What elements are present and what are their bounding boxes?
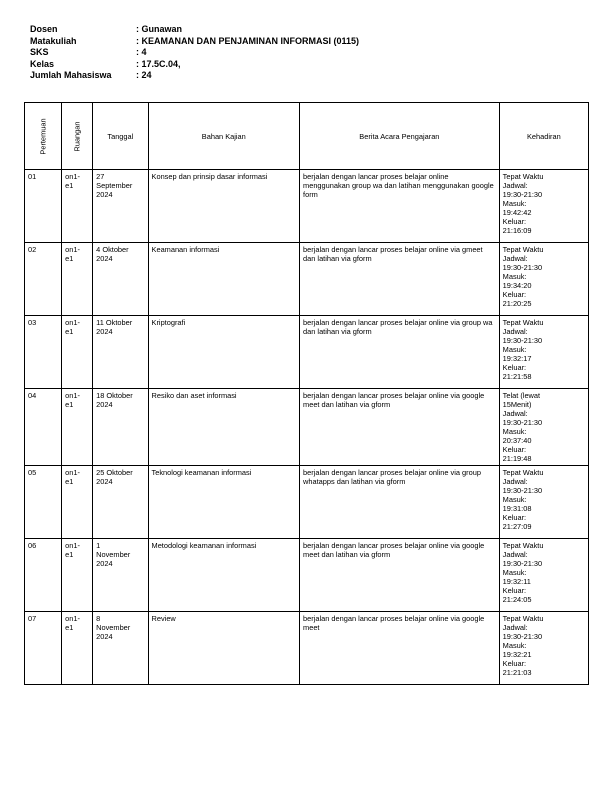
info-row-dosen — [30, 24, 359, 36]
pertemuan-cell: 01 — [25, 170, 62, 243]
tanggal-cell: 11 Oktober 2024 — [93, 316, 148, 389]
dosen-value: : Gunawan — [136, 24, 183, 34]
berita-acara-cell: berjalan dengan lancar proses belajar online menggunakan group wa dan latihan menggunakan google form — [300, 170, 500, 243]
bahan-kajian-cell: Metodologi keamanan informasi — [148, 539, 300, 612]
ruangan-cell: on1- e1 — [62, 466, 93, 539]
jumlah-label: Jumlah Mahasiswa — [30, 70, 112, 80]
ruangan-cell: on1- e1 — [62, 170, 93, 243]
matakuliah-label: Matakuliah — [30, 35, 77, 46]
berita-acara-cell: berjalan dengan lancar proses belajar online via google meet — [300, 612, 500, 685]
header-tanggal: Tanggal — [93, 103, 148, 170]
tanggal-cell: 4 Oktober 2024 — [93, 243, 148, 316]
table-body — [25, 170, 589, 685]
header-berita-acara: Berita Acara Pengajaran — [300, 103, 500, 170]
berita-acara-cell: berjalan dengan lancar proses belajar online via google meet dan latihan via gform — [300, 389, 500, 466]
ruangan-cell: on1- e1 — [62, 316, 93, 389]
pertemuan-cell: 07 — [25, 612, 62, 685]
berita-acara-cell: berjalan dengan lancar proses belajar online via google meet dan latihan via gform — [300, 539, 500, 612]
kehadiran-cell: Telat (lewat 15Menit) Jadwal: 19:30-21:30 Masuk: 20:37:40 Keluar: 21:19:48 — [499, 389, 588, 466]
pertemuan-cell: 04 — [25, 389, 62, 466]
table-row — [25, 316, 589, 389]
kehadiran-cell: Tepat Waktu Jadwal: 19:30-21:30 Masuk: 19:32:21 Keluar: 21:21:03 — [499, 612, 588, 685]
kehadiran-cell: Tepat Waktu Jadwal: 19:30-21:30 Masuk: 19:42:42 Keluar: 21:16:09 — [499, 170, 588, 243]
tanggal-cell: 1 November 2024 — [93, 539, 148, 612]
tanggal-cell: 8 November 2024 — [93, 612, 148, 685]
berita-acara-cell: berjalan dengan lancar proses belajar online via group wa dan latihan via gform — [300, 316, 500, 389]
kehadiran-cell: Tepat Waktu Jadwal: 19:30-21:30 Masuk: 19:32:11 Keluar: 21:24:05 — [499, 539, 588, 612]
attendance-table — [24, 102, 589, 685]
sks-value: : 4 — [136, 47, 147, 57]
pertemuan-cell: 02 — [25, 243, 62, 316]
ruangan-cell: on1- e1 — [62, 389, 93, 466]
kehadiran-cell: Tepat Waktu Jadwal: 19:30-21:30 Masuk: 19:34:20 Keluar: 21:20:25 — [499, 243, 588, 316]
bahan-kajian-cell: Resiko dan aset informasi — [148, 389, 300, 466]
bahan-kajian-cell: Kriptografi — [148, 316, 300, 389]
bahan-kajian-cell: Review — [148, 612, 300, 685]
tanggal-cell: 18 Oktober 2024 — [93, 389, 148, 466]
table-row — [25, 612, 589, 685]
table-row — [25, 170, 589, 243]
info-row-jumlah — [30, 70, 359, 82]
pertemuan-cell: 05 — [25, 466, 62, 539]
sks-label: SKS — [30, 47, 49, 57]
header-bahan-kajian: Bahan Kajian — [148, 103, 300, 170]
tanggal-cell: 25 Oktober 2024 — [93, 466, 148, 539]
ruangan-cell: on1- e1 — [62, 243, 93, 316]
ruangan-cell: on1- e1 — [62, 612, 93, 685]
kelas-label: Kelas — [30, 58, 55, 69]
course-info — [30, 24, 359, 82]
ruangan-cell: on1- e1 — [62, 539, 93, 612]
matakuliah-value: : KEAMANAN DAN PENJAMINAN INFORMASI (0115) — [136, 35, 360, 46]
table-header-row — [25, 103, 589, 170]
pertemuan-cell: 06 — [25, 539, 62, 612]
pertemuan-cell: 03 — [25, 316, 62, 389]
header-ruangan-label: Ruangan — [72, 121, 82, 151]
table-row — [25, 243, 589, 316]
header-pertemuan-label: Pertemuan — [38, 117, 48, 155]
berita-acara-cell: berjalan dengan lancar proses belajar online via gmeet dan latihan via gform — [300, 243, 500, 316]
dosen-label: Dosen — [30, 24, 58, 34]
bahan-kajian-cell: Teknologi keamanan informasi — [148, 466, 300, 539]
header-ruangan — [62, 103, 93, 170]
tanggal-cell: 27 September 2024 — [93, 170, 148, 243]
kelas-value: : 17.5C.04, — [136, 58, 181, 69]
info-row-kelas — [30, 59, 359, 71]
bahan-kajian-cell: Konsep dan prinsip dasar informasi — [148, 170, 300, 243]
table-row — [25, 466, 589, 539]
bahan-kajian-cell: Keamanan informasi — [148, 243, 300, 316]
info-row-matakuliah — [30, 36, 359, 48]
table-row — [25, 389, 589, 466]
kehadiran-cell: Tepat Waktu Jadwal: 19:30-21:30 Masuk: 19:32:17 Keluar: 21:21:58 — [499, 316, 588, 389]
table-row — [25, 539, 589, 612]
header-kehadiran: Kehadiran — [499, 103, 588, 170]
jumlah-value: : 24 — [136, 70, 152, 80]
kehadiran-cell: Tepat Waktu Jadwal: 19:30-21:30 Masuk: 19:31:08 Keluar: 21:27:09 — [499, 466, 588, 539]
header-pertemuan — [25, 103, 62, 170]
info-row-sks — [30, 47, 359, 59]
berita-acara-cell: berjalan dengan lancar proses belajar online via group whatapps dan latihan via gform — [300, 466, 500, 539]
